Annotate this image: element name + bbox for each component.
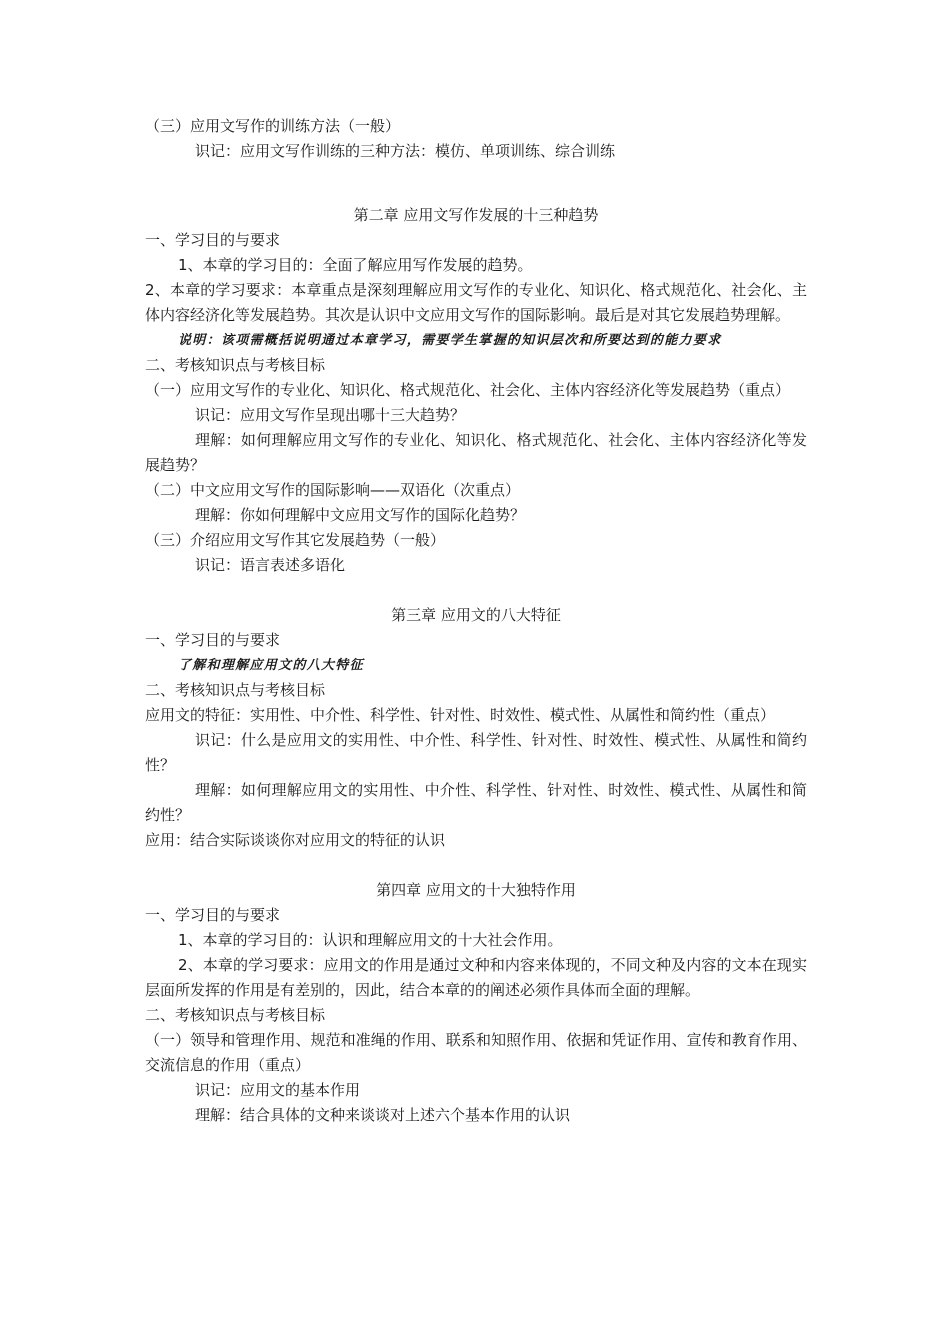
exam-item: （一）应用文写作的专业化、知识化、格式规范化、社会化、主体内容经济化等发展趋势（重点） (145, 381, 791, 399)
note-text: 了解和理解应用文的八大特征 (178, 658, 364, 673)
spacer (145, 164, 807, 203)
subsection-heading: 二、考核知识点与考核目标 (145, 356, 326, 374)
spacer (145, 853, 807, 878)
memo-text: 识记：什么是应用文的实用性、中介性、科学性、针对性、时效性、模式性、从属性和简约性？ (145, 731, 807, 774)
section-heading: （三）应用文写作的训练方法（一般） (145, 117, 401, 135)
subsection-heading: 一、学习目的与要求 (145, 906, 281, 924)
chapter-title: 第二章 应用文写作发展的十三种趋势 (353, 206, 599, 224)
understand-text: 理解：如何理解应用文的实用性、中介性、科学性、针对性、时效性、模式性、从属性和简约性？ (145, 781, 807, 824)
requirement-text: 2、本章的学习要求：应用文的作用是通过文种和内容来体现的，不同文种及内容的文本在现实层面所发挥的作用是有差别的，因此，结合本章的的阐述必须作具体而全面的理解。 (145, 956, 807, 999)
chapter-title: 第四章 应用文的十大独特作用 (376, 881, 576, 899)
spacer (145, 578, 807, 603)
feature-text: 应用文的特征：实用性、中介性、科学性、针对性、时效性、模式性、从属性和简约性（重点） (145, 706, 776, 724)
note-text: 说明：该项需概括说明通过本章学习，需要学生掌握的知识层次和所要达到的能力要求 (178, 333, 722, 348)
exam-item: （三）介绍应用文写作其它发展趋势（一般） (145, 531, 446, 549)
apply-text: 应用：结合实际谈谈你对应用文的特征的认识 (145, 831, 446, 849)
subsection-heading: 二、考核知识点与考核目标 (145, 681, 326, 699)
memo-text: 识记：应用文写作呈现出哪十三大趋势？ (195, 406, 466, 424)
exam-item: （二）中文应用文写作的国际影响——双语化（次重点） (145, 481, 521, 499)
subsection-heading: 一、学习目的与要求 (145, 231, 281, 249)
memo-text: 识记：应用文的基本作用 (195, 1081, 361, 1099)
exam-item: （一）领导和管理作用、规范和准绳的作用、联系和知照作用、依据和凭证作用、宣传和教育作用、交流信息的作用（重点） (145, 1031, 807, 1074)
subsection-heading: 一、学习目的与要求 (145, 631, 281, 649)
goal-text: 1、本章的学习目的：认识和理解应用文的十大社会作用。 (178, 931, 563, 949)
memo-text: 识记：应用文写作训练的三种方法：模仿、单项训练、综合训练 (195, 142, 616, 160)
document-page (145, 114, 807, 1128)
understand-text: 理解：如何理解应用文写作的专业化、知识化、格式规范化、社会化、主体内容经济化等发展趋势？ (145, 431, 807, 474)
subsection-heading: 二、考核知识点与考核目标 (145, 1006, 326, 1024)
understand-text: 理解：结合具体的文种来谈谈对上述六个基本作用的认识 (195, 1106, 571, 1124)
understand-text: 理解：你如何理解中文应用文写作的国际化趋势？ (195, 506, 526, 524)
memo-text: 识记：语言表述多语化 (195, 556, 346, 574)
requirement-text: 2、本章的学习要求：本章重点是深刻理解应用文写作的专业化、知识化、格式规范化、社会化、主体内容经济化等发展趋势。其次是认识中文应用文写作的国际影响。最后是对其它发展趋势理解。 (145, 281, 807, 324)
goal-text: 1、本章的学习目的：全面了解应用写作发展的趋势。 (178, 256, 533, 274)
chapter-title: 第三章 应用文的八大特征 (391, 606, 561, 624)
